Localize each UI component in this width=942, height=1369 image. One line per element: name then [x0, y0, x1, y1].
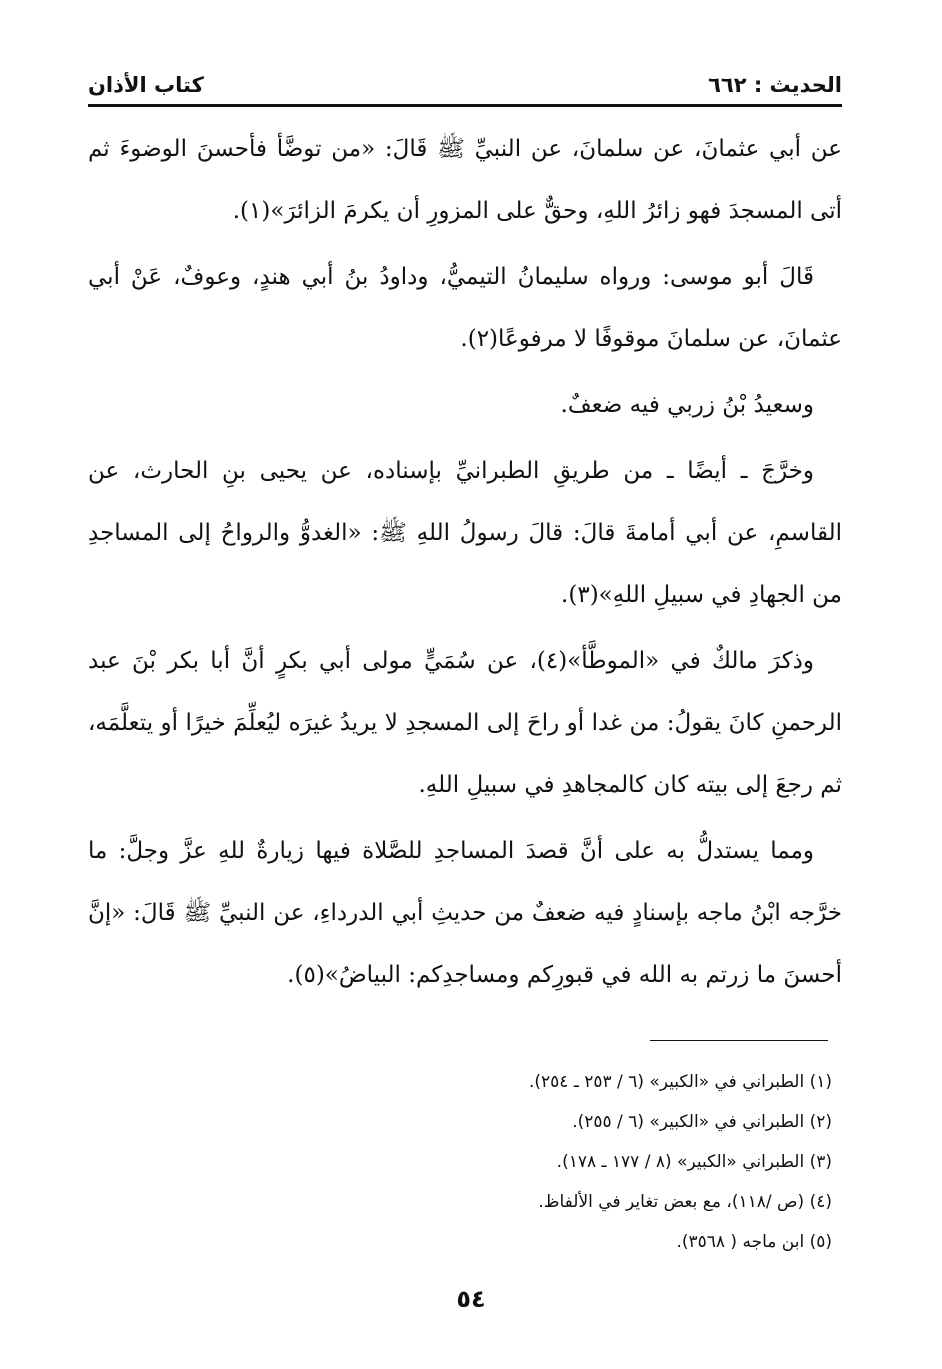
footnotes — [88, 1062, 832, 1262]
footnote: (١) الطبراني في «الكبير» (٦ / ٢٥٣ ـ ٢٥٤). — [528, 1072, 832, 1092]
running-header — [88, 68, 842, 102]
footnote: (٣) الطبراني «الكبير» (٨ / ١٧٧ ـ ١٧٨). — [556, 1152, 832, 1172]
paragraph: وسعيدُ بْنُ زربي فيه ضعفٌ. — [560, 392, 814, 418]
header-rule — [88, 104, 842, 107]
hadith-number: الحديث : ٦٦٢ — [708, 73, 842, 97]
paragraph: وذكرَ مالكٌ في «الموطَّأ»(٤)، عن سُمَيٍّ مولى أبي بكرٍ أنَّ أبا بكر بْنَ عبد الرحمنِ كانَ يقولُ: من غدا أو راحَ إلى المسجدِ لا يريدُ غيرَه ليُعلِّمَ خيرًا أو يتعلَّمَه، ثم رجعَ إلى بيته كان كالمجاهدِ في سبيلِ اللهِ. — [88, 648, 842, 798]
paragraph: ومما يستدلُّ به على أنَّ قصدَ المساجدِ للصَّلاة فيها زيارةٌ للهِ عزَّ وجلَّ: ما خرَّجه ابْنُ ماجه بإسنادٍ فيه ضعفٌ من حديثِ أبي الدرداءِ، عن النبيِّ ﷺ قَالَ: «إنَّ أحسنَ ما زرتم به الله في قبورِكم ومساجدِكم: البياضُ»(٥). — [88, 838, 842, 988]
page-number: ٥٤ — [456, 1285, 486, 1313]
main-text — [88, 118, 842, 1010]
paragraph: وخرَّجَ ـ أيضًا ـ من طريقِ الطبرانيِّ بإسناده، عن يحيى بنِ الحارث، عن القاسمِ، عن أبي أمامةَ قالَ: قالَ رسولُ اللهِ ﷺ: «الغدوُّ والرواحُ إلى المساجدِ من الجهادِ في سبيلِ اللهِ»(٣). — [88, 458, 842, 608]
footnote: (٢) الطبراني في «الكبير» (٦ / ٢٥٥). — [572, 1112, 832, 1132]
footnote-rule — [650, 1040, 828, 1041]
footnote: (٤) (ص /١١٨)، مع بعض تغاير في الألفاظ. — [538, 1192, 832, 1212]
book-title: كتاب الأذان — [88, 73, 204, 97]
paragraph: قَالَ أبو موسى: ورواه سليمانُ التيميُّ، وداودُ بنُ أبي هندٍ، وعوفٌ، عَنْ أبي عثمانَ، عن سلمانَ موقوفًا لا مرفوعًا(٢). — [88, 264, 842, 352]
footnote: (٥) ابن ماجه ( ٣٥٦٨). — [676, 1232, 832, 1252]
paragraph: عن أبي عثمانَ، عن سلمانَ، عن النبيِّ ﷺ قَالَ: «من توضَّأ فأحسنَ الوضوءَ ثم أتى المسجدَ فهو زائرُ اللهِ، وحقٌّ على المزورِ أن يكرمَ الزائرَ»(١). — [88, 136, 842, 224]
